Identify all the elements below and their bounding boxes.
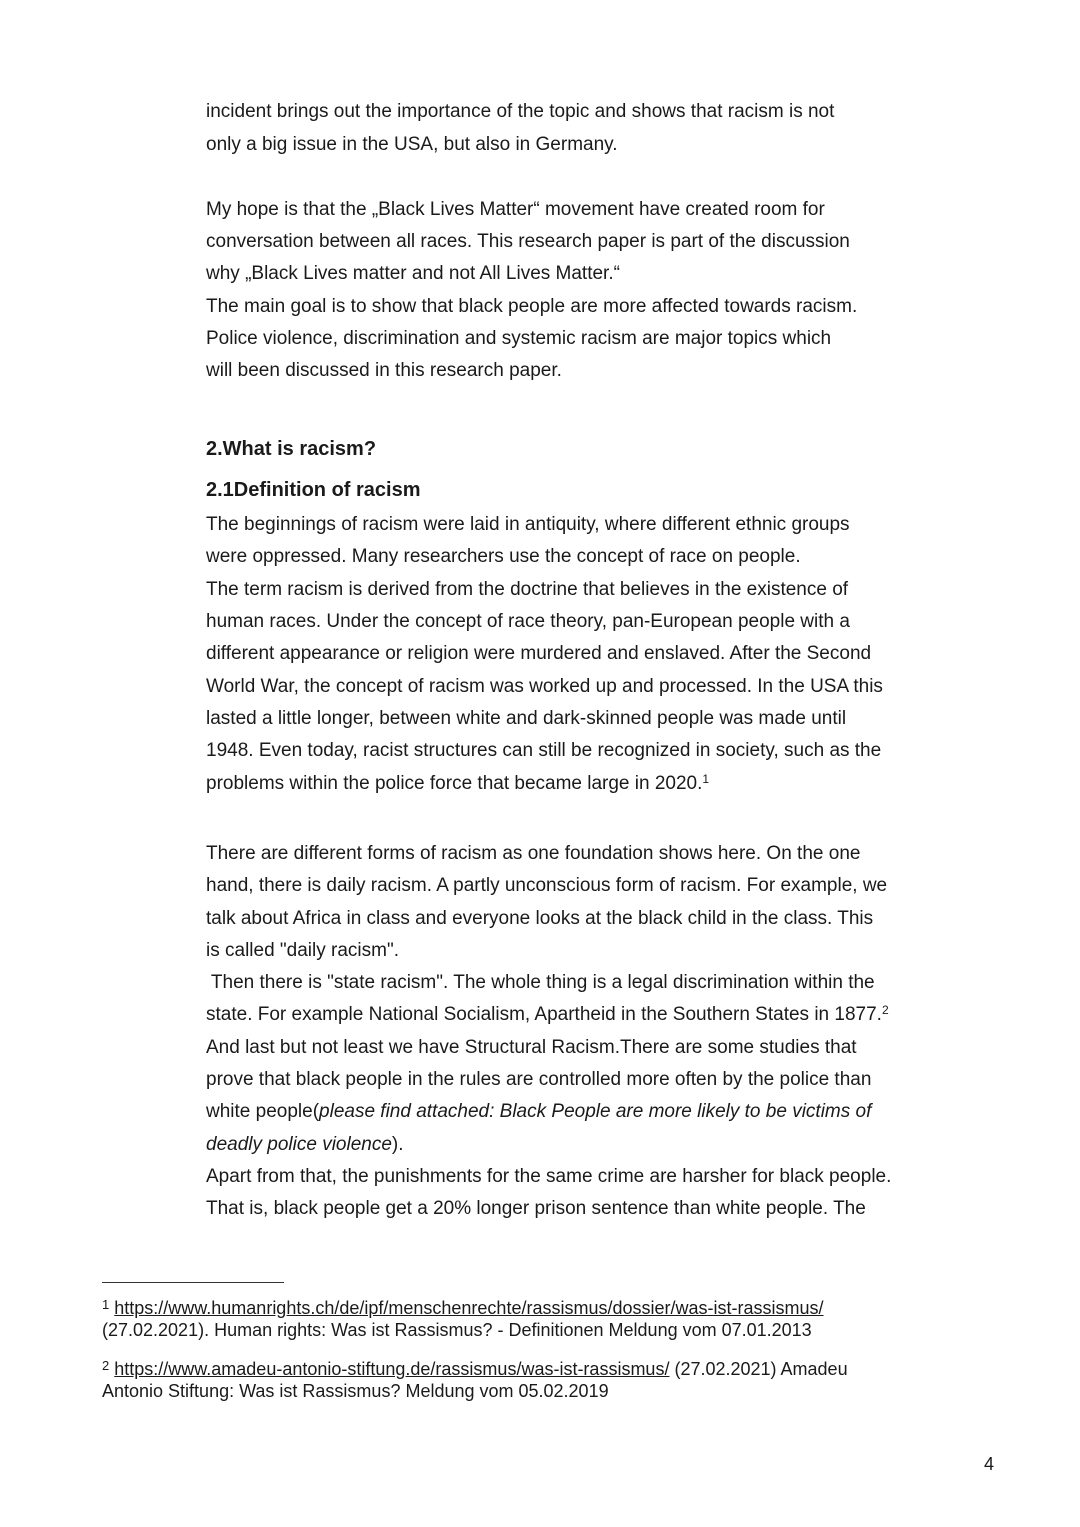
paragraph-line bbox=[206, 1133, 404, 1157]
paragraph-line: That is, black people get a 20% longer prison sentence than white people. The bbox=[206, 1198, 866, 1219]
paragraph-line: conversation between all races. This research paper is part of the discussion bbox=[206, 231, 850, 252]
paragraph-line: The term racism is derived from the doctrine that believes in the existence of bbox=[206, 579, 849, 600]
footnote-separator bbox=[102, 1282, 284, 1283]
section-heading: 2.What is racism? bbox=[206, 438, 377, 460]
footnote-link[interactable]: https://www.humanrights.ch/de/ipf/menschenrechte/rassismus/dossier/was-ist-rassismus/ bbox=[114, 1298, 824, 1318]
paragraph-line: talk about Africa in class and everyone looks at the black child in the class. This bbox=[206, 908, 874, 929]
paragraph-line: Police violence, discrimination and systemic racism are major topics which bbox=[206, 328, 832, 349]
paragraph-line: were oppressed. Many researchers use the concept of race on people. bbox=[206, 546, 801, 567]
paragraph-line: 1948. Even today, racist structures can still be recognized in society, such as the bbox=[206, 740, 882, 761]
footnote-number: 2 bbox=[102, 1358, 110, 1373]
paragraph-line: why „Black Lives matter and not All Lives Matter.“ bbox=[206, 263, 620, 284]
paragraph-line: human races. Under the concept of race theory, pan-European people with a bbox=[206, 611, 850, 632]
paragraph-line bbox=[206, 1003, 889, 1027]
paragraph-line bbox=[206, 1100, 871, 1124]
paragraph-line: The beginnings of racism were laid in antiquity, where different ethnic groups bbox=[206, 514, 850, 535]
footnote-link[interactable]: https://www.amadeu-antonio-stiftung.de/rassismus/was-ist-rassismus/ bbox=[114, 1359, 670, 1379]
paragraph-line: lasted a little longer, between white and dark-skinned people was made until bbox=[206, 708, 847, 729]
paragraph-line: The main goal is to show that black people are more affected towards racism. bbox=[206, 296, 858, 317]
paragraph-line: prove that black people in the rules are controlled more often by the police than bbox=[206, 1069, 872, 1090]
paragraph-line: is called "daily racism". bbox=[206, 940, 399, 961]
paragraph-text: ). bbox=[391, 1134, 404, 1155]
paragraph-line: only a big issue in the USA, but also in Germany. bbox=[206, 134, 618, 155]
subsection-heading: 2.1Definition of racism bbox=[206, 479, 421, 501]
footnote-1-line-2: (27.02.2021). Human rights: Was ist Rassismus? - Definitionen Meldung vom 07.01.2013 bbox=[102, 1320, 812, 1340]
paragraph-line: World War, the concept of racism was worked up and processed. In the USA this bbox=[206, 676, 883, 697]
paragraph-line: incident brings out the importance of the topic and shows that racism is not bbox=[206, 101, 835, 122]
page-number: 4 bbox=[984, 1454, 995, 1474]
footnote-2-line-2: Antonio Stiftung: Was ist Rassismus? Meldung vom 05.02.2019 bbox=[102, 1381, 609, 1401]
paragraph-text: state. For example National Socialism, Apartheid in the Southern States in 1877. bbox=[206, 1004, 882, 1025]
paragraph-line: Apart from that, the punishments for the same crime are harsher for black people. bbox=[206, 1166, 892, 1187]
paragraph-line: different appearance or religion were murdered and enslaved. After the Second bbox=[206, 643, 872, 664]
paragraph-line bbox=[206, 772, 709, 796]
paragraph-line: hand, there is daily racism. A partly unconscious form of racism. For example, we bbox=[206, 875, 888, 896]
footnote-text: (27.02.2021) Amadeu bbox=[669, 1359, 848, 1379]
attachment-note: deadly police violence bbox=[206, 1134, 392, 1155]
paragraph-line: My hope is that the „Black Lives Matter“ movement have created room for bbox=[206, 199, 825, 220]
paragraph-line: Then there is "state racism". The whole thing is a legal discrimination within the bbox=[206, 972, 875, 993]
footnote-ref[interactable]: 1 bbox=[702, 772, 710, 786]
attachment-note: please find attached: Black People are more likely to be victims of bbox=[319, 1101, 872, 1122]
footnote-ref[interactable]: 2 bbox=[881, 1003, 889, 1017]
paragraph-line: And last but not least we have Structural Racism.There are some studies that bbox=[206, 1037, 857, 1058]
paragraph-line: There are different forms of racism as one foundation shows here. On the one bbox=[206, 843, 861, 864]
footnote-1 bbox=[102, 1297, 824, 1319]
paragraph-text: white people( bbox=[206, 1101, 320, 1122]
footnote-number: 1 bbox=[102, 1297, 110, 1312]
paragraph-text: problems within the police force that became large in 2020. bbox=[206, 773, 703, 794]
footnote-2 bbox=[102, 1358, 848, 1380]
paragraph-line: will been discussed in this research paper. bbox=[206, 360, 562, 381]
